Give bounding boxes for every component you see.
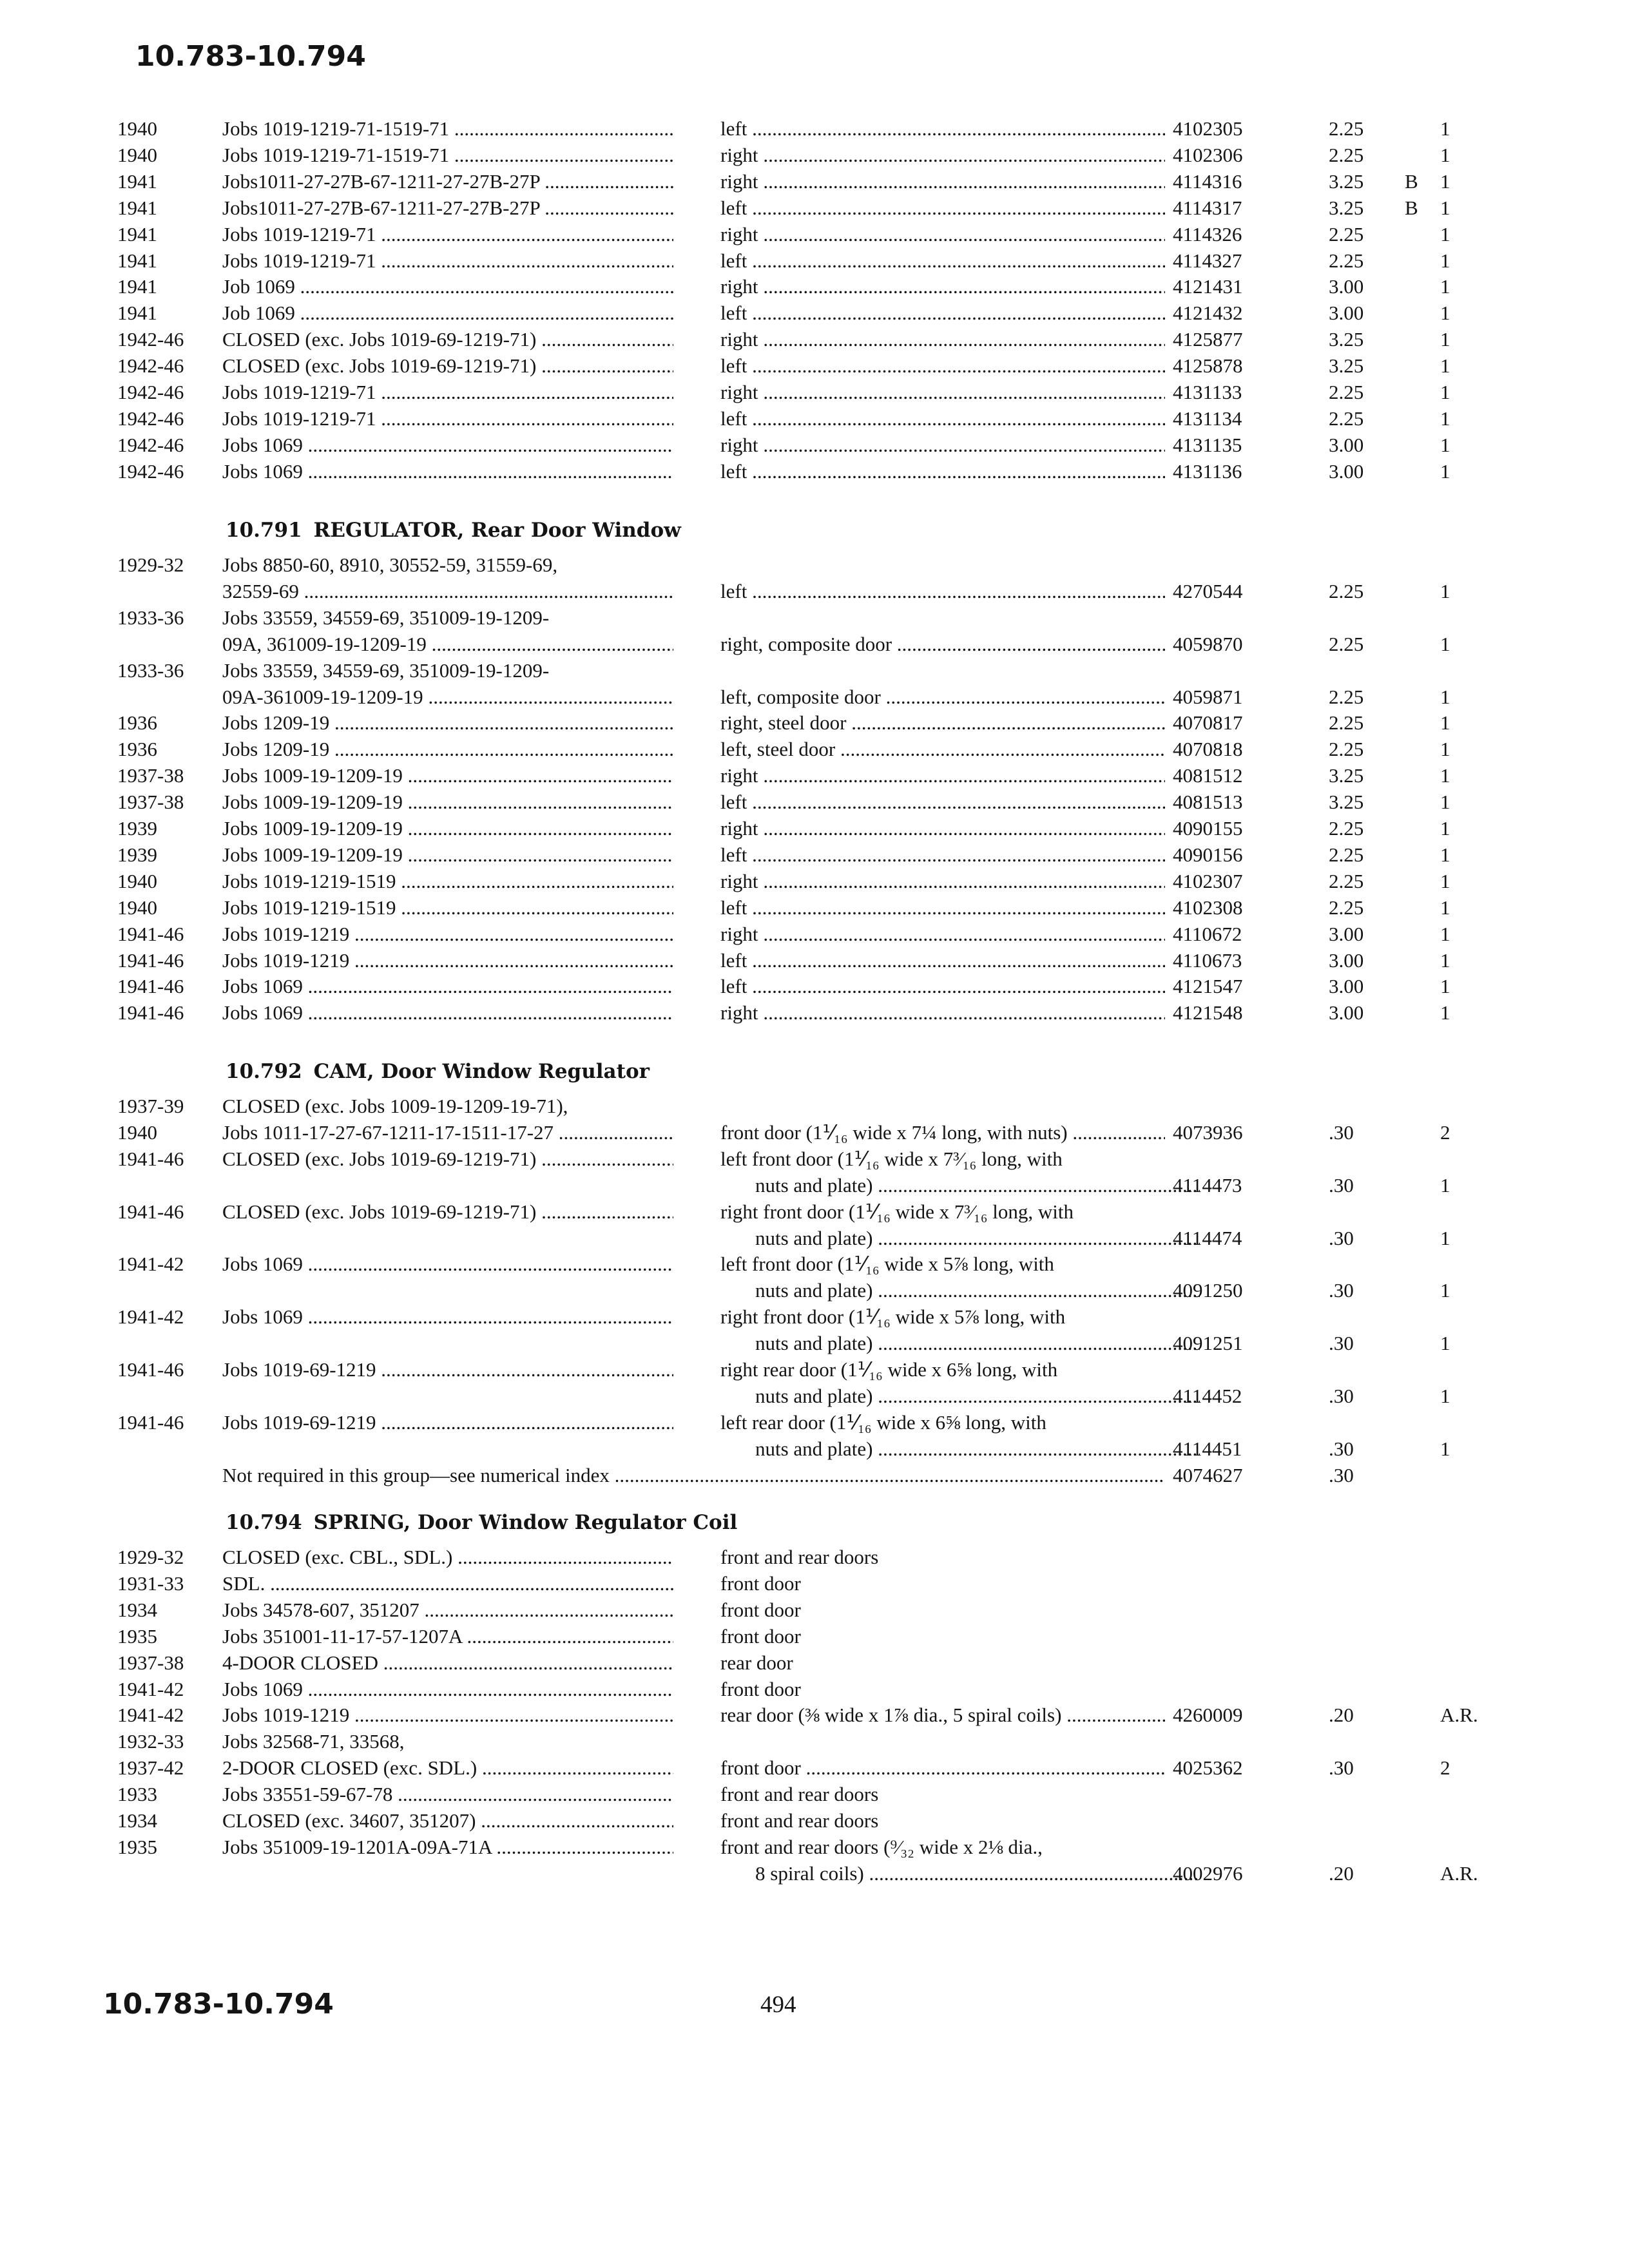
part-number: 4102307	[1173, 870, 1243, 892]
list-price: 3.00	[1329, 1001, 1364, 1024]
year-range: 1937-38	[117, 791, 184, 813]
quantity: 1	[1440, 843, 1451, 866]
quantity: 1	[1440, 197, 1451, 219]
part-number: 4114317	[1173, 197, 1242, 219]
part-description: front door	[720, 1625, 801, 1648]
quantity: 1	[1440, 407, 1451, 430]
quantity: 1	[1440, 923, 1451, 945]
list-price: 3.00	[1329, 434, 1364, 456]
part-description: left rear door (1⅟₁₆ wide x 6⅝ long, with	[720, 1411, 1046, 1434]
year-range: 1934	[117, 1809, 157, 1832]
part-number: 4102306	[1173, 144, 1243, 166]
part-description: right front door (1⅟₁₆ wide x 5⅞ long, with	[720, 1305, 1066, 1328]
job-application: Job 1069 .....	[222, 300, 673, 326]
year-range: 1933-36	[117, 659, 184, 682]
list-price: 2.25	[1329, 686, 1364, 708]
part-description: front door (1⅟₁₆ wide x 7¼ long, with nuts) .....	[720, 1120, 1165, 1146]
job-application: Jobs 8850-60, 8910, 30552-59, 31559-69,	[222, 553, 558, 576]
job-application: Job 1069 .....	[222, 274, 673, 300]
part-description: left .....	[720, 406, 1165, 432]
section-title	[226, 1060, 650, 1083]
job-application: Jobs 1019-1219-71 .....	[222, 380, 673, 405]
year-range: 1940	[117, 870, 157, 892]
part-description: right .....	[720, 869, 1165, 894]
list-price: 2.25	[1329, 117, 1364, 140]
part-number: 4102308	[1173, 896, 1243, 919]
price-code: B	[1405, 197, 1418, 219]
price-code: B	[1405, 170, 1418, 193]
quantity: 1	[1440, 1001, 1451, 1024]
list-price: 2.25	[1329, 407, 1364, 430]
part-number: 4114327	[1173, 249, 1242, 272]
year-range: 1937-39	[117, 1095, 184, 1117]
list-price: .20	[1329, 1704, 1354, 1726]
part-description: nuts and plate) .....	[720, 1383, 1200, 1409]
quantity: 1	[1440, 817, 1451, 840]
part-description: nuts and plate) .....	[720, 1436, 1200, 1462]
job-application: Jobs 1019-1219-71-1519-71 .....	[222, 116, 673, 142]
quantity: A.R.	[1440, 1704, 1478, 1726]
year-range: 1941-46	[117, 1358, 184, 1381]
part-description: left .....	[720, 353, 1165, 379]
part-number: 4070817	[1173, 711, 1243, 734]
quantity: 1	[1440, 170, 1451, 193]
list-price: 3.25	[1329, 197, 1364, 219]
list-price: 2.25	[1329, 870, 1364, 892]
list-price: .30	[1329, 1332, 1354, 1354]
job-application: Jobs 33559, 34559-69, 351009-19-1209-	[222, 606, 550, 629]
year-range: 1941	[117, 223, 157, 245]
section-code: 10.791	[226, 519, 302, 542]
job-application: Jobs 1019-1219 .....	[222, 948, 673, 974]
reference-note: Not required in this group—see numerical index .....	[222, 1463, 1163, 1488]
year-range: 1940	[117, 144, 157, 166]
year-range: 1937-42	[117, 1756, 184, 1779]
part-description: left, steel door .....	[720, 736, 1165, 762]
part-number: 4110672	[1173, 923, 1242, 945]
job-application: Jobs 1069 .....	[222, 1000, 673, 1026]
quantity: 1	[1440, 633, 1451, 655]
page-footer-title: 10.783-10.794	[103, 1988, 334, 2021]
job-application: Jobs 1019-1219-1519 .....	[222, 869, 673, 894]
part-number: 4131134	[1173, 407, 1242, 430]
job-application: Jobs 351001-11-17-57-1207A .....	[222, 1624, 673, 1649]
part-description: nuts and plate) .....	[720, 1331, 1200, 1356]
job-application: 2-DOOR CLOSED (exc. SDL.) .....	[222, 1755, 673, 1781]
year-range: 1942-46	[117, 460, 184, 483]
quantity: 1	[1440, 711, 1451, 734]
list-price: 3.25	[1329, 328, 1364, 351]
job-application: Jobs 1019-69-1219 .....	[222, 1410, 673, 1436]
part-number: 4114451	[1173, 1437, 1242, 1460]
part-description: left .....	[720, 459, 1165, 485]
quantity: 1	[1440, 275, 1451, 298]
part-number: 4059870	[1173, 633, 1243, 655]
part-description: front and rear doors	[720, 1783, 879, 1805]
quantity: 1	[1440, 949, 1451, 972]
list-price: .20	[1329, 1862, 1354, 1885]
year-range: 1941-42	[117, 1253, 184, 1275]
quantity: 1	[1440, 1437, 1451, 1460]
job-application: Jobs 1069 .....	[222, 974, 673, 999]
list-price: 2.25	[1329, 633, 1364, 655]
part-number: 4131135	[1173, 434, 1242, 456]
job-application: 09A, 361009-19-1209-19 .....	[222, 631, 673, 657]
part-number: 4059871	[1173, 686, 1243, 708]
year-range: 1941-46	[117, 1411, 184, 1434]
list-price: 3.25	[1329, 170, 1364, 193]
year-range: 1942-46	[117, 434, 184, 456]
job-application: Jobs 1019-1219-71 .....	[222, 248, 673, 274]
part-number: 4114326	[1173, 223, 1242, 245]
part-description: left .....	[720, 248, 1165, 274]
job-application: Jobs 1019-1219 .....	[222, 921, 673, 947]
quantity: 2	[1440, 1756, 1451, 1779]
part-description: right, composite door .....	[720, 631, 1165, 657]
part-number: 4091250	[1173, 1279, 1243, 1302]
job-application: Jobs 1069 .....	[222, 459, 673, 485]
job-application: SDL. .....	[222, 1571, 673, 1597]
list-price: 3.00	[1329, 923, 1364, 945]
part-description: left .....	[720, 579, 1165, 604]
year-range: 1941	[117, 275, 157, 298]
job-application: CLOSED (exc. CBL., SDL.) .....	[222, 1544, 673, 1570]
part-number: 4090156	[1173, 843, 1243, 866]
section-name: REGULATOR, Rear Door Window	[313, 519, 681, 542]
quantity: 1	[1440, 223, 1451, 245]
part-number: 4121432	[1173, 302, 1243, 324]
part-description: right rear door (1⅟₁₆ wide x 6⅝ long, with	[720, 1358, 1058, 1381]
part-number: 4121547	[1173, 975, 1243, 997]
year-range: 1941	[117, 249, 157, 272]
quantity: 1	[1440, 144, 1451, 166]
list-price: 3.00	[1329, 975, 1364, 997]
list-price: 3.25	[1329, 791, 1364, 813]
job-application: Jobs 32568-71, 33568,	[222, 1730, 405, 1753]
part-description: left .....	[720, 116, 1165, 142]
list-price: 3.25	[1329, 764, 1364, 787]
list-price: .30	[1329, 1174, 1354, 1196]
part-number: 4121431	[1173, 275, 1243, 298]
list-price: 2.25	[1329, 896, 1364, 919]
job-application: Jobs 1209-19 .....	[222, 710, 673, 736]
quantity: 1	[1440, 738, 1451, 760]
job-application: Jobs 33559, 34559-69, 351009-19-1209-	[222, 659, 550, 682]
job-application: Jobs 1009-19-1209-19 .....	[222, 842, 673, 868]
quantity: 1	[1440, 1332, 1451, 1354]
job-application: Jobs 1069 .....	[222, 1251, 673, 1277]
part-number: 4002976	[1173, 1862, 1243, 1885]
year-range: 1942-46	[117, 381, 184, 403]
part-number: 4114452	[1173, 1385, 1242, 1407]
year-range: 1939	[117, 843, 157, 866]
part-description: front door	[720, 1599, 801, 1621]
year-range: 1932-33	[117, 1730, 184, 1753]
job-application: Jobs 1019-1219-71 .....	[222, 222, 673, 247]
part-number: 4025362	[1173, 1756, 1243, 1779]
job-application: Jobs 1019-1219-71 .....	[222, 406, 673, 432]
year-range: 1934	[117, 1599, 157, 1621]
year-range: 1937-38	[117, 764, 184, 787]
year-range: 1941-46	[117, 949, 184, 972]
job-application: Jobs1011-27-27B-67-1211-27-27B-27P .....	[222, 169, 673, 195]
part-description: left .....	[720, 842, 1165, 868]
list-price: 3.00	[1329, 460, 1364, 483]
list-price: .30	[1329, 1756, 1354, 1779]
quantity: 1	[1440, 896, 1451, 919]
year-range: 1933-36	[117, 606, 184, 629]
part-description: front door .....	[720, 1755, 1165, 1781]
list-price: 2.25	[1329, 817, 1364, 840]
quantity: 1	[1440, 328, 1451, 351]
job-application: Jobs 34578-607, 351207 .....	[222, 1597, 673, 1623]
list-price: 2.25	[1329, 249, 1364, 272]
part-description: right .....	[720, 274, 1165, 300]
quantity: 1	[1440, 580, 1451, 602]
part-description: 8 spiral coils) .....	[720, 1861, 1200, 1887]
quantity: 2	[1440, 1121, 1451, 1144]
job-application: Jobs 1019-1219-71-1519-71 .....	[222, 142, 673, 168]
year-range: 1931-33	[117, 1572, 184, 1595]
quantity: 1	[1440, 302, 1451, 324]
section-name: CAM, Door Window Regulator	[313, 1060, 650, 1083]
job-application: CLOSED (exc. Jobs 1019-69-1219-71) .....	[222, 1199, 673, 1225]
quantity: 1	[1440, 870, 1451, 892]
part-number: 4125877	[1173, 328, 1243, 351]
year-range: 1929-32	[117, 1546, 184, 1568]
year-range: 1936	[117, 711, 157, 734]
list-price: .30	[1329, 1385, 1354, 1407]
part-description: rear door	[720, 1651, 793, 1674]
quantity: 1	[1440, 1279, 1451, 1302]
part-description: right .....	[720, 763, 1165, 789]
year-range: 1941-46	[117, 1200, 184, 1223]
year-range: 1941	[117, 170, 157, 193]
part-description: left .....	[720, 789, 1165, 815]
part-description: front and rear doors (⁹⁄₃₂ wide x 2⅛ dia.,	[720, 1836, 1043, 1858]
part-number: 4260009	[1173, 1704, 1243, 1726]
year-range: 1941-42	[117, 1305, 184, 1328]
job-application: 4-DOOR CLOSED .....	[222, 1650, 673, 1676]
part-description: left front door (1⅟₁₆ wide x 7³⁄₁₆ long, with	[720, 1148, 1063, 1170]
part-description: right front door (1⅟₁₆ wide x 7³⁄₁₆ long, with	[720, 1200, 1074, 1223]
part-description: front and rear doors	[720, 1809, 879, 1832]
quantity: 1	[1440, 1385, 1451, 1407]
part-description: right .....	[720, 921, 1165, 947]
quantity: 1	[1440, 975, 1451, 997]
job-application: Jobs 1011-17-27-67-1211-17-1511-17-27 .....	[222, 1120, 673, 1146]
year-range: 1942-46	[117, 354, 184, 377]
job-application: Jobs 1069 .....	[222, 1304, 673, 1330]
part-description: nuts and plate) .....	[720, 1225, 1200, 1251]
section-name: SPRING, Door Window Regulator Coil	[313, 1511, 738, 1534]
job-application: Jobs 1009-19-1209-19 .....	[222, 816, 673, 841]
year-range: 1935	[117, 1836, 157, 1858]
part-description: right .....	[720, 432, 1165, 458]
quantity: A.R.	[1440, 1862, 1478, 1885]
part-number: 4121548	[1173, 1001, 1243, 1024]
section-title	[226, 519, 681, 542]
part-description: right .....	[720, 816, 1165, 841]
part-number: 4090155	[1173, 817, 1243, 840]
year-range: 1940	[117, 1121, 157, 1144]
year-range: 1939	[117, 817, 157, 840]
year-range: 1929-32	[117, 553, 184, 576]
job-application: CLOSED (exc. Jobs 1019-69-1219-71) .....	[222, 327, 673, 352]
list-price: 2.25	[1329, 711, 1364, 734]
quantity: 1	[1440, 1227, 1451, 1249]
part-description: rear door (⅜ wide x 1⅞ dia., 5 spiral coils) .....	[720, 1702, 1165, 1728]
year-range: 1941	[117, 197, 157, 219]
list-price: 2.25	[1329, 738, 1364, 760]
part-description: right .....	[720, 169, 1165, 195]
part-number: 4091251	[1173, 1332, 1243, 1354]
section-code: 10.792	[226, 1060, 302, 1083]
quantity: 1	[1440, 791, 1451, 813]
part-number: 4131133	[1173, 381, 1242, 403]
year-range: 1940	[117, 896, 157, 919]
part-number: 4270544	[1173, 580, 1243, 602]
quantity: 1	[1440, 354, 1451, 377]
part-description: right .....	[720, 327, 1165, 352]
job-application: Jobs 1019-69-1219 .....	[222, 1357, 673, 1383]
page-number: 494	[760, 1992, 796, 2018]
job-application: CLOSED (exc. 34607, 351207) .....	[222, 1808, 673, 1834]
job-application: Jobs 1069 .....	[222, 432, 673, 458]
job-application: Jobs 1069 .....	[222, 1677, 673, 1702]
part-number: 4110673	[1173, 949, 1242, 972]
list-price: .30	[1329, 1227, 1354, 1249]
part-description: left front door (1⅟₁₆ wide x 5⅞ long, with	[720, 1253, 1054, 1275]
part-number: 4125878	[1173, 354, 1243, 377]
part-description: nuts and plate) .....	[720, 1173, 1200, 1198]
part-description: left .....	[720, 195, 1165, 221]
part-description: nuts and plate) .....	[720, 1278, 1200, 1303]
year-range: 1942-46	[117, 328, 184, 351]
part-number: 4114474	[1173, 1227, 1242, 1249]
part-description: front door	[720, 1678, 801, 1700]
job-application: Jobs1011-27-27B-67-1211-27-27B-27P .....	[222, 195, 673, 221]
job-application: CLOSED (exc. Jobs 1019-69-1219-71) .....	[222, 1146, 673, 1172]
part-description: right, steel door .....	[720, 710, 1165, 736]
year-range: 1941-42	[117, 1678, 184, 1700]
year-range: 1942-46	[117, 407, 184, 430]
year-range: 1937-38	[117, 1651, 184, 1674]
list-price: 2.25	[1329, 580, 1364, 602]
job-application: Jobs 1019-1219-1519 .....	[222, 895, 673, 921]
part-description: left .....	[720, 895, 1165, 921]
quantity: 1	[1440, 249, 1451, 272]
part-description: left .....	[720, 948, 1165, 974]
quantity: 1	[1440, 381, 1451, 403]
part-number: 4131136	[1173, 460, 1242, 483]
part-description: front door	[720, 1572, 801, 1595]
part-description: left .....	[720, 974, 1165, 999]
part-number: 4073936	[1173, 1121, 1243, 1144]
job-application: 09A-361009-19-1209-19 .....	[222, 684, 673, 710]
job-application: Jobs 1019-1219 .....	[222, 1702, 673, 1728]
section-title	[226, 1511, 737, 1534]
job-application: Jobs 33551-59-67-78 .....	[222, 1782, 673, 1807]
year-range: 1941-46	[117, 1001, 184, 1024]
list-price: 2.25	[1329, 223, 1364, 245]
year-range: 1933	[117, 1783, 157, 1805]
part-number: 4074627	[1173, 1464, 1243, 1486]
part-description: left, composite door .....	[720, 684, 1165, 710]
section-code: 10.794	[226, 1511, 302, 1534]
job-application: Jobs 1209-19 .....	[222, 736, 673, 762]
part-number: 4070818	[1173, 738, 1243, 760]
part-number: 4114316	[1173, 170, 1242, 193]
list-price: 3.00	[1329, 302, 1364, 324]
quantity: 1	[1440, 764, 1451, 787]
quantity: 1	[1440, 1174, 1451, 1196]
job-application: Jobs 351009-19-1201A-09A-71A .....	[222, 1834, 673, 1860]
job-application: Jobs 1009-19-1209-19 .....	[222, 763, 673, 789]
part-description: right .....	[720, 142, 1165, 168]
part-number: 4081512	[1173, 764, 1243, 787]
year-range: 1941-46	[117, 1148, 184, 1170]
list-price: .30	[1329, 1437, 1354, 1460]
quantity: 1	[1440, 434, 1451, 456]
list-price: 2.25	[1329, 381, 1364, 403]
year-range: 1936	[117, 738, 157, 760]
part-number: 4081513	[1173, 791, 1243, 813]
job-application: 32559-69 .....	[222, 579, 673, 604]
part-description: right .....	[720, 380, 1165, 405]
part-number: 4114473	[1173, 1174, 1242, 1196]
quantity: 1	[1440, 117, 1451, 140]
year-range: 1940	[117, 117, 157, 140]
part-description: right .....	[720, 1000, 1165, 1026]
job-application: Jobs 1009-19-1209-19 .....	[222, 789, 673, 815]
list-price: 2.25	[1329, 144, 1364, 166]
list-price: 3.00	[1329, 949, 1364, 972]
job-application: CLOSED (exc. Jobs 1019-69-1219-71) .....	[222, 353, 673, 379]
quantity: 1	[1440, 686, 1451, 708]
part-description: right .....	[720, 222, 1165, 247]
list-price: .30	[1329, 1279, 1354, 1302]
part-description: front and rear doors	[720, 1546, 879, 1568]
list-price: 3.25	[1329, 354, 1364, 377]
year-range: 1941	[117, 302, 157, 324]
page-header-title: 10.783-10.794	[135, 40, 366, 73]
year-range: 1935	[117, 1625, 157, 1648]
job-application: CLOSED (exc. Jobs 1009-19-1209-19-71),	[222, 1095, 568, 1117]
quantity: 1	[1440, 460, 1451, 483]
list-price: .30	[1329, 1464, 1354, 1486]
year-range: 1941-46	[117, 975, 184, 997]
part-description: left .....	[720, 300, 1165, 326]
list-price: 2.25	[1329, 843, 1364, 866]
list-price: 3.00	[1329, 275, 1364, 298]
list-price: .30	[1329, 1121, 1354, 1144]
part-number: 4102305	[1173, 117, 1243, 140]
year-range: 1941-42	[117, 1704, 184, 1726]
year-range: 1941-46	[117, 923, 184, 945]
